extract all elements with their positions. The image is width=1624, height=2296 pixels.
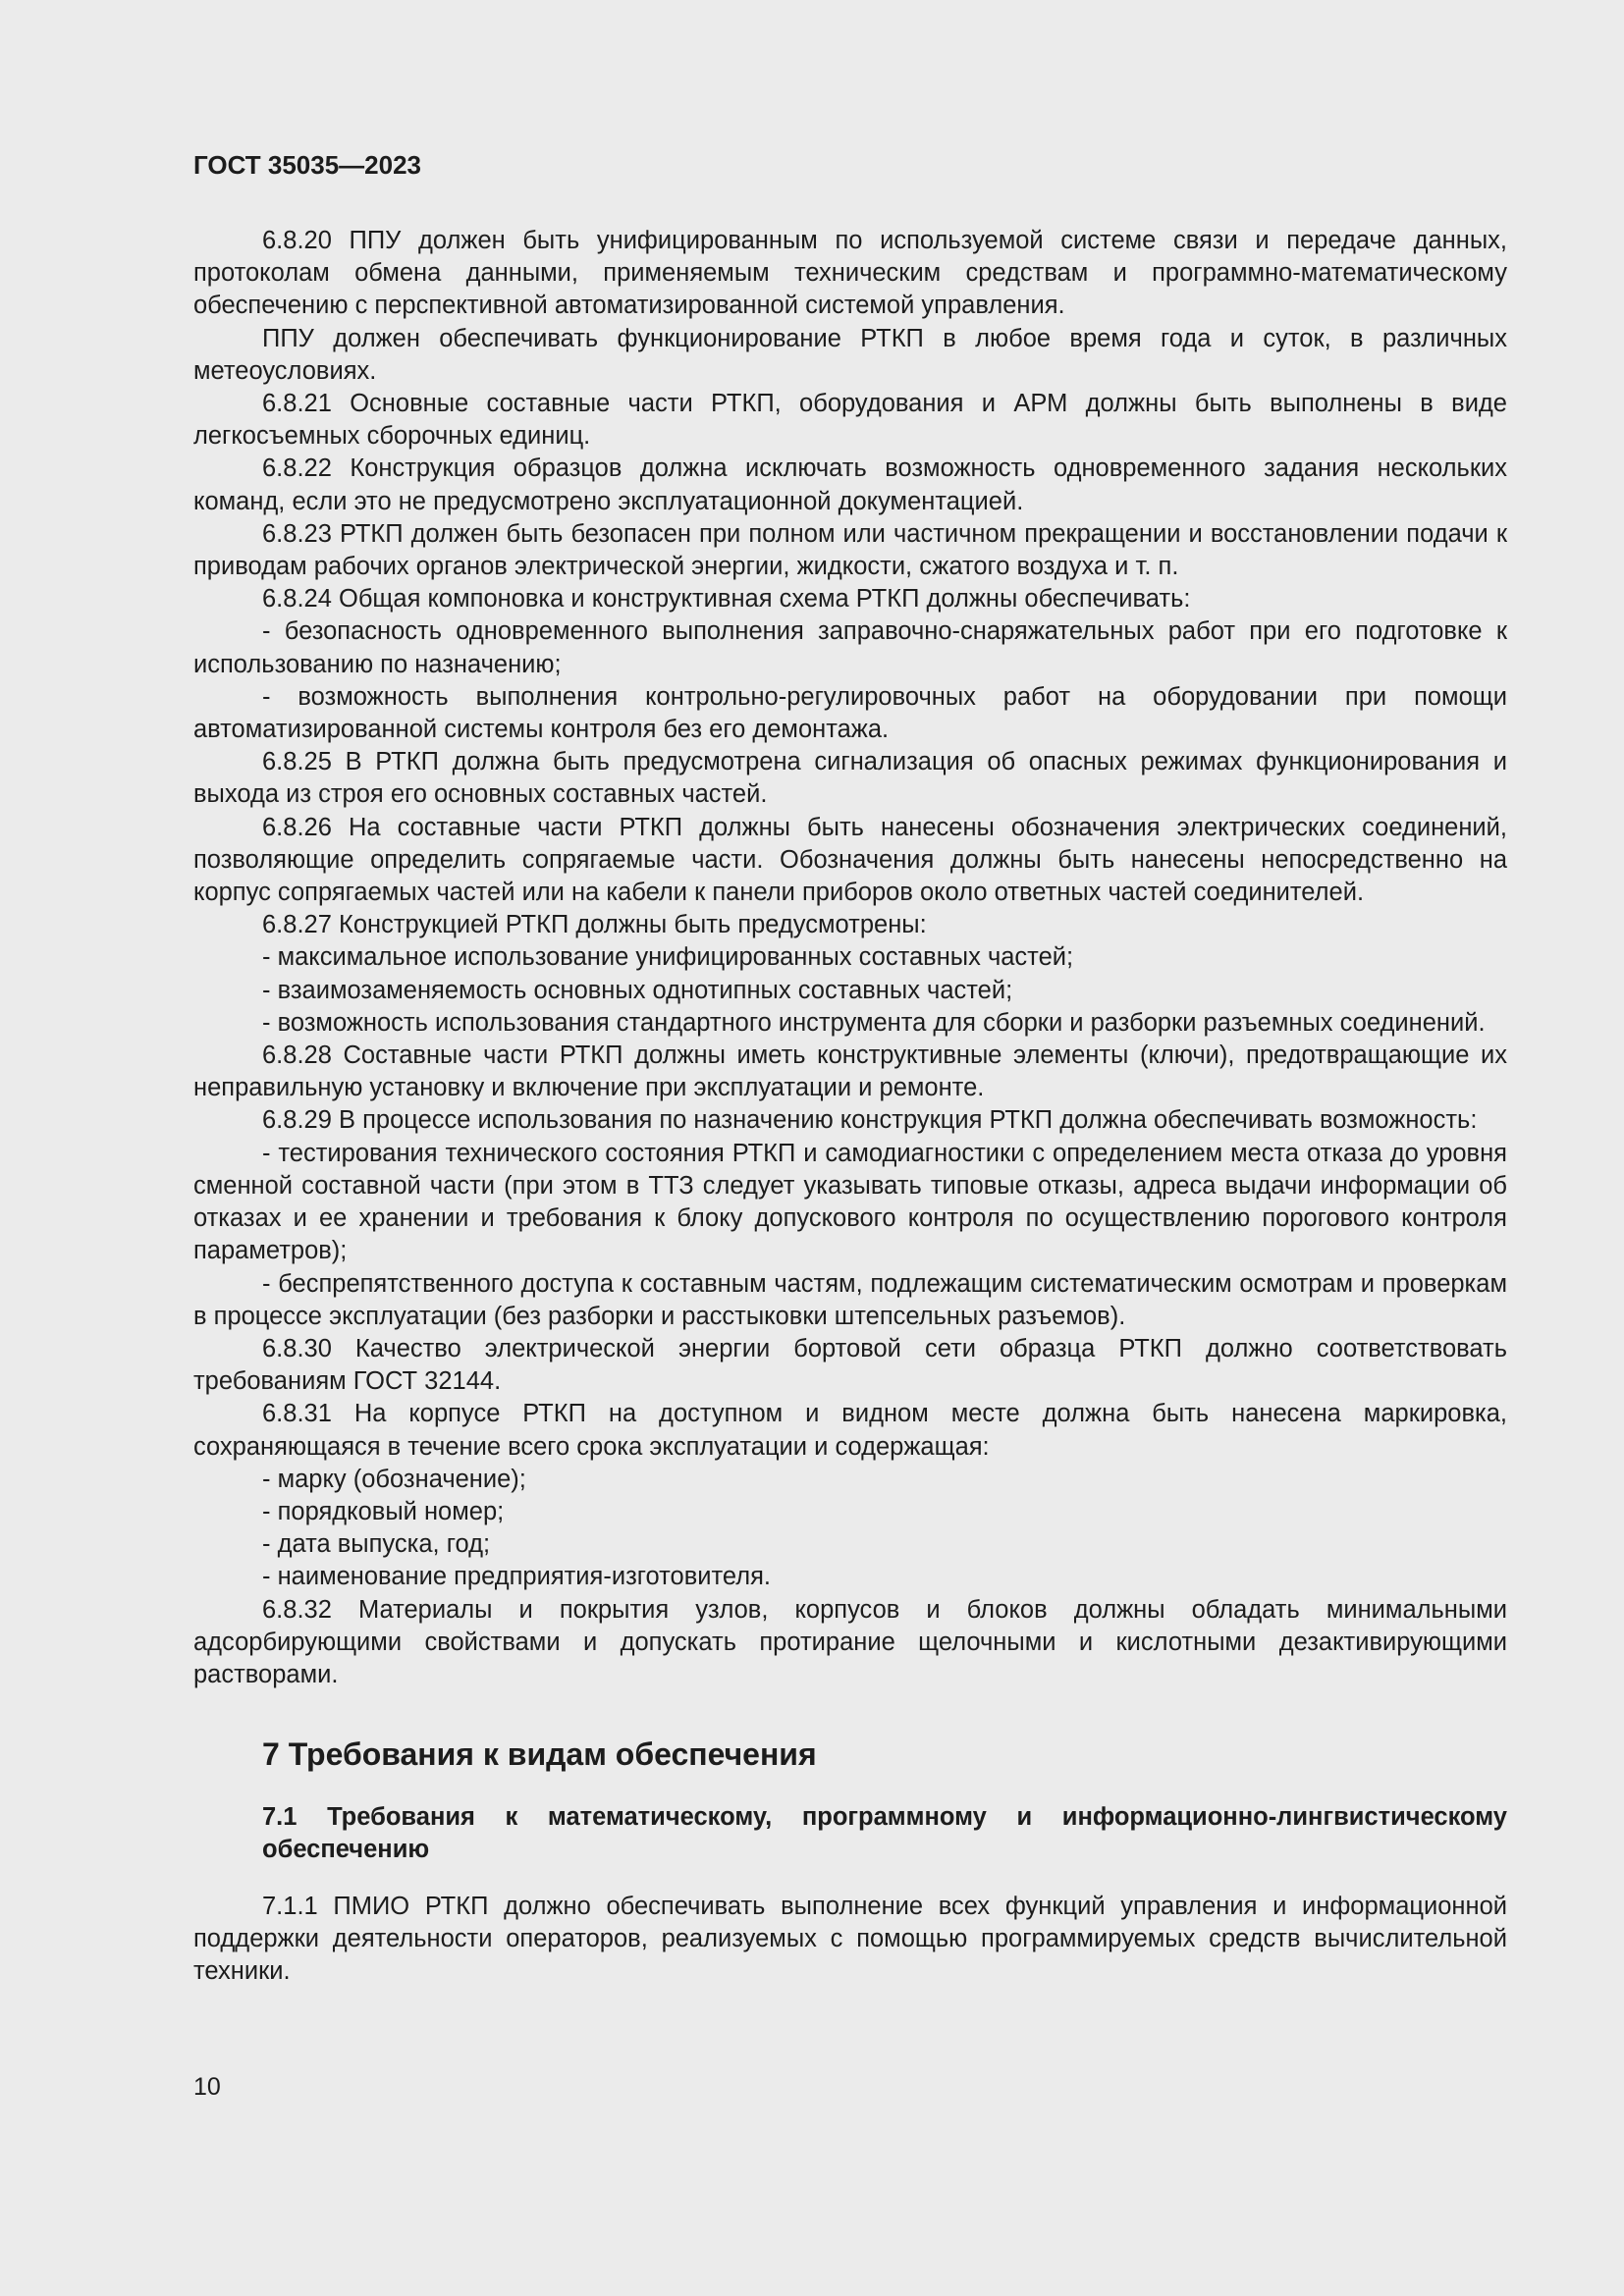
list-item: - возможность использования стандартного инструмента для сборки и разборки разъемных соединений. [262,1008,1486,1037]
paragraph-6-8-24: 6.8.24 Общая компоновка и конструктивная схема РТКП должны обеспечивать: [262,585,1191,614]
paragraph-6-8-20-cont: ППУ должен обеспечивать функционирование РТКП в любое время года и суток, в различных метеоусловиях. [193,324,1507,385]
page-number: 10 [193,2073,221,2101]
list-item: - порядковый номер; [262,1497,505,1525]
paragraph-6-8-23: 6.8.23 РТКП должен быть безопасен при полном или частичном прекращении и восстановлении подачи к приводам рабочих органов электрической энергии, жидкости, сжатого воздуха и т. п. [193,519,1507,581]
list-item: - беспрепятственного доступа к составным частям, подлежащим систематическим осмотрам и проверкам в процессе эксплуатации (без разборки и расстыковки штепсельных разъемов). [193,1269,1507,1330]
subsection-7-1-heading: 7.1 Требования к математическому, программному и информационно-лингвистическому обеспечению [262,1803,1507,1864]
paragraph-6-8-20: 6.8.20 ППУ должен быть унифицированным по используемой системе связи и передаче данных, протоколам обмена данными, применяемым техническим средствам и программно-математическому обеспечению с перспективной автоматизированной системой управления. [193,227,1507,320]
document-id-header: ГОСТ 35035—2023 [193,150,421,180]
paragraph-6-8-22: 6.8.22 Конструкция образцов должна исключать возможность одновременного задания нескольких команд, если это не предусмотрено эксплуатационной документацией. [193,454,1507,515]
paragraph-6-8-27: 6.8.27 Конструкцией РТКП должны быть предусмотрены: [262,911,927,939]
document-page [193,145,1507,1988]
paragraph-6-8-26: 6.8.26 На составные части РТКП должны быть нанесены обозначения электрических соединений, позволяющие определить сопрягаемые части. Обозначения должны быть нанесены непосредственно на корпус сопрягаемых частей или на кабели к панели приборов около ответных частей соединителей. [193,813,1507,907]
list-item: - дата выпуска, год; [262,1530,491,1559]
paragraph-6-8-31: 6.8.31 На корпусе РТКП на доступном и видном месте должна быть нанесена маркировка, сохраняющаяся в течение всего срока эксплуатации и содержащая: [193,1400,1507,1461]
paragraph-7-1-1: 7.1.1 ПМИО РТКП должно обеспечивать выполнение всех функций управления и информационной поддержки деятельности операторов, реализуемых с помощью программируемых средств вычислительной техники. [193,1892,1507,1985]
list-item: - безопасность одновременного выполнения заправочно-снаряжательных работ при его подготовке к использованию по назначению; [193,617,1507,678]
paragraph-6-8-28: 6.8.28 Составные части РТКП должны иметь конструктивные элементы (ключи), предотвращающие их неправильную установку и включение при эксплуатации и ремонте. [193,1041,1507,1102]
paragraph-6-8-32: 6.8.32 Материалы и покрытия узлов, корпусов и блоков должны обладать минимальными адсорбирующими свойствами и допускать протирание щелочными и кислотными дезактивирующими растворами. [193,1595,1507,1688]
list-item: - взаимозаменяемость основных однотипных составных частей; [262,976,1013,1004]
list-item: - наименование предприятия-изготовителя. [262,1563,772,1591]
list-item: - тестирования технического состояния РТКП и самодиагностики с определением места отказа до уровня сменной составной части (при этом в ТТЗ следует указывать типовые отказы, адреса выдачи информации об отказах и ее хранении и требования к блоку допускового контроля по осуществлению порогового контроля параметров); [193,1139,1507,1265]
paragraph-6-8-21: 6.8.21 Основные составные части РТКП, оборудования и АРМ должны быть выполнены в виде легкосъемных сборочных единиц. [193,390,1507,451]
paragraph-6-8-25: 6.8.25 В РТКП должна быть предусмотрена сигнализация об опасных режимах функционирования и выхода из строя его основных составных частей. [193,748,1507,809]
clause-6-8-content [193,225,1507,1988]
section-7-heading: 7 Требования к видам обеспечения [262,1736,817,1773]
paragraph-6-8-29: 6.8.29 В процессе использования по назначению конструкция РТКП должна обеспечивать возможность: [262,1106,1478,1135]
list-item: - возможность выполнения контрольно-регулировочных работ на оборудовании при помощи автоматизированной системы контроля без его демонтажа. [193,682,1507,744]
list-item: - марку (обозначение); [262,1465,526,1493]
paragraph-6-8-30: 6.8.30 Качество электрической энергии бортовой сети образца РТКП должно соответствовать требованиям ГОСТ 32144. [193,1334,1507,1396]
list-item: - максимальное использование унифицированных составных частей; [262,943,1074,972]
